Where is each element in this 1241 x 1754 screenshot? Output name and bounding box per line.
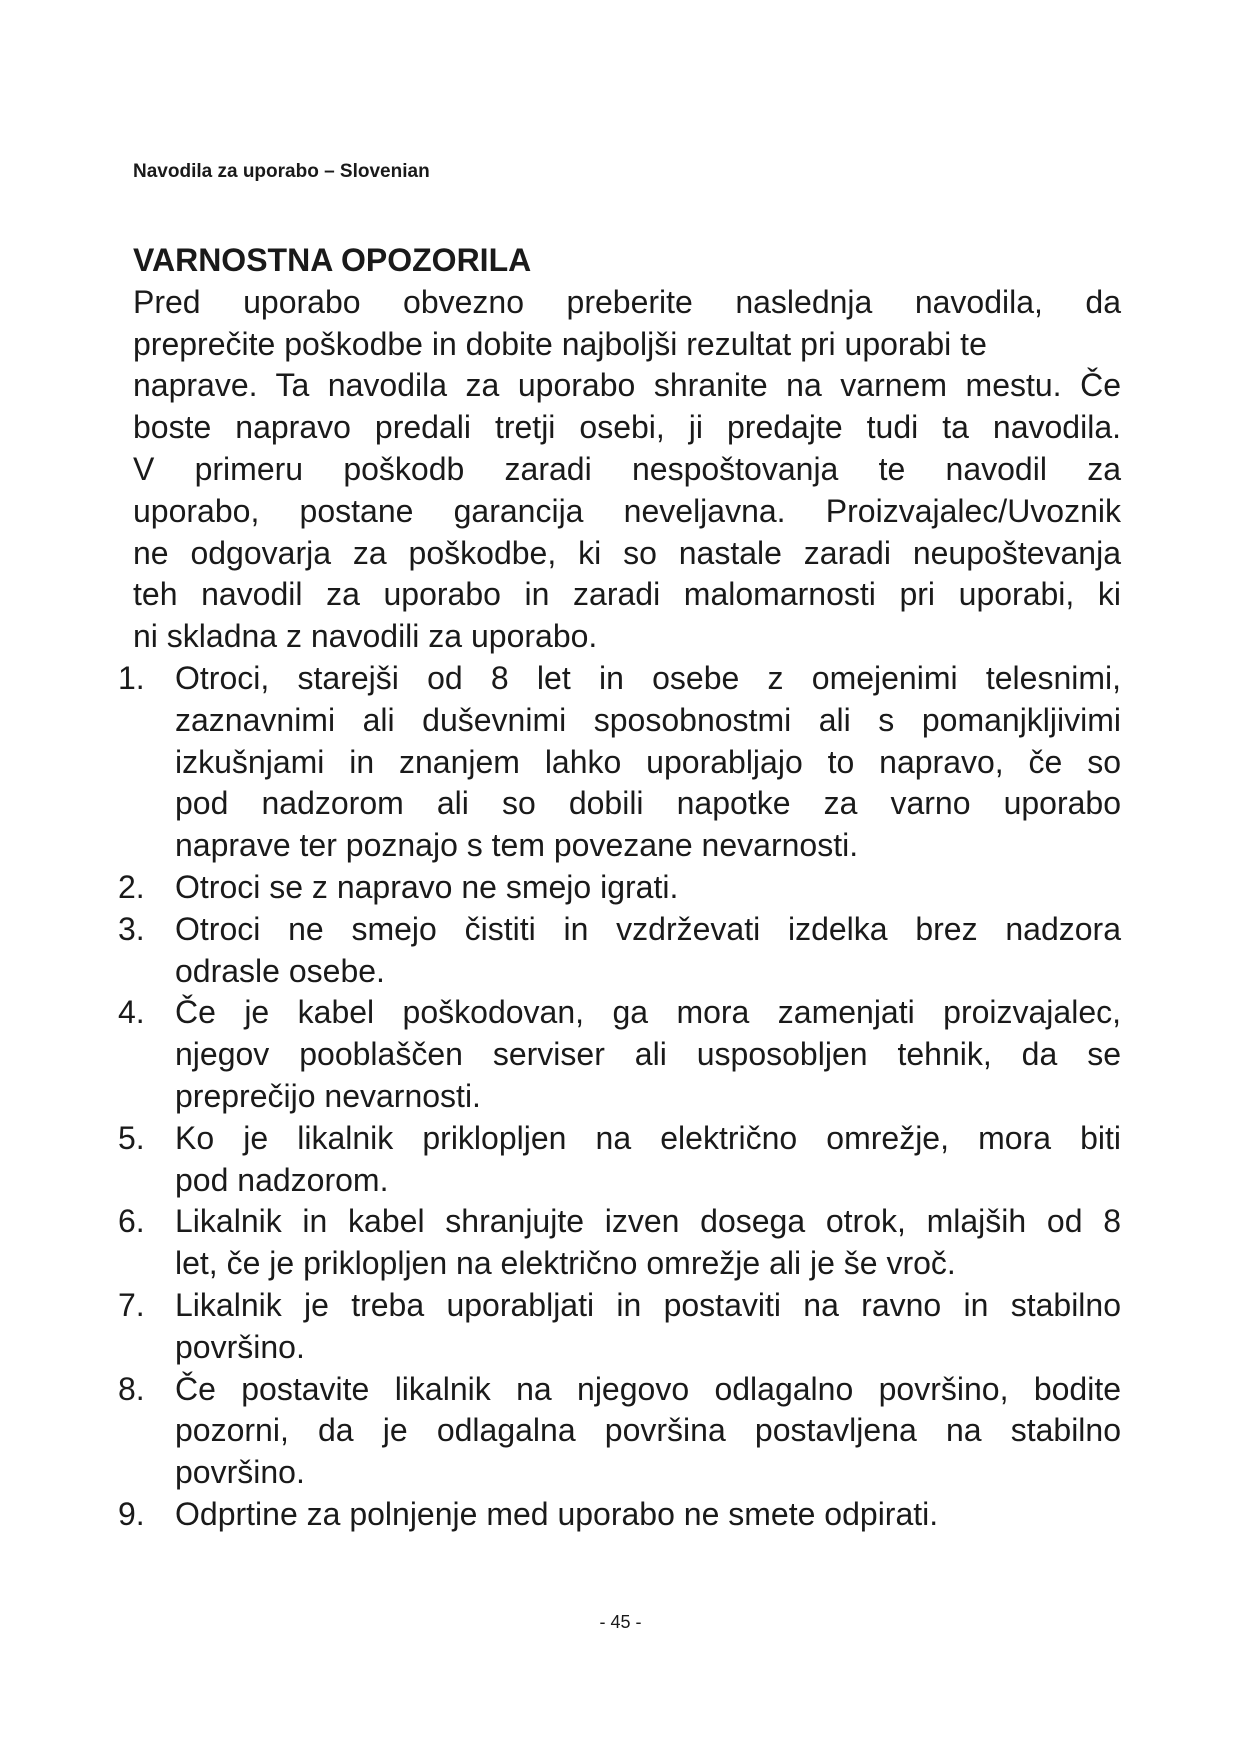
safety-list: [118, 658, 1121, 1536]
list-number: 8.: [118, 1370, 145, 1407]
document-body: [118, 240, 1121, 1536]
list-number: 9.: [118, 1495, 145, 1532]
list-item-line: Otroci, starejši od 8 let in osebe z omejenimi telesnimi,: [175, 659, 1121, 696]
intro-paragraph: [133, 282, 1121, 658]
intro-line: Pred uporabo obvezno preberite naslednja navodila, da: [133, 283, 1121, 320]
intro-line: naprave. Ta navodila za uporabo shranite na varnem mestu. Če: [133, 367, 1121, 404]
list-item-line: površino.: [175, 1454, 305, 1491]
list-item-line: pozorni, da je odlagalna površina postavljena na stabilno: [175, 1412, 1121, 1449]
list-item-line: njegov pooblaščen serviser ali usposobljen tehnik, da se: [175, 1036, 1121, 1073]
list-item-line: pod nadzorom.: [175, 1161, 389, 1198]
intro-line: boste napravo predali tretji osebi, ji predajte tudi ta navodila.: [133, 409, 1121, 446]
list-item-line: Otroci ne smejo čistiti in vzdrževati izdelka brez nadzora: [175, 910, 1121, 947]
list-item-line: izkušnjami in znanjem lahko uporabljajo to napravo, če so: [175, 743, 1121, 780]
list-item-line: Če je kabel poškodovan, ga mora zamenjati proizvajalec,: [175, 994, 1121, 1031]
list-item: [118, 1369, 1121, 1494]
list-item: [118, 992, 1121, 1117]
list-item-line: pod nadzorom ali so dobili napotke za varno uporabo: [175, 785, 1121, 822]
intro-line: ne odgovarja za poškodbe, ki so nastale zaradi neupoštevanja: [133, 534, 1121, 571]
list-number: 4.: [118, 994, 145, 1031]
section-title: VARNOSTNA OPOZORILA: [133, 242, 532, 278]
list-item-line: Otroci se z napravo ne smejo igrati.: [175, 868, 679, 905]
list-number: 6.: [118, 1203, 145, 1240]
list-number: 3.: [118, 910, 145, 947]
intro-line: teh navodil za uporabo in zaradi malomarnosti pri uporabi, ki: [133, 576, 1121, 613]
list-item: [118, 658, 1121, 867]
intro-line: preprečite poškodbe in dobite najboljši rezultat pri uporabi te: [133, 325, 987, 362]
list-item-line: Če postavite likalnik na njegovo odlagalno površino, bodite: [175, 1370, 1121, 1407]
intro-line: uporabo, postane garancija neveljavna. Proizvajalec/Uvoznik: [133, 492, 1121, 529]
list-item-line: odrasle osebe.: [175, 952, 385, 989]
list-item: [118, 1285, 1121, 1369]
list-item: [118, 909, 1121, 993]
list-item-line: let, če je priklopljen na električno omrežje ali je še vroč.: [175, 1245, 956, 1282]
list-item-line: površino.: [175, 1328, 305, 1365]
list-number: 7.: [118, 1286, 145, 1323]
page-number: - 45 -: [599, 1612, 642, 1632]
list-item-line: Likalnik je treba uporabljati in postaviti na ravno in stabilno: [175, 1286, 1121, 1323]
list-item: [118, 867, 1121, 909]
intro-line: V primeru poškodb zaradi nespoštovanja te navodil za: [133, 450, 1121, 487]
list-item-line: Odprtine za polnjenje med uporabo ne smete odpirati.: [175, 1495, 939, 1532]
list-number: 1.: [118, 659, 145, 696]
list-number: 2.: [118, 868, 145, 905]
list-item-line: Ko je likalnik priklopljen na električno omrežje, mora biti: [175, 1119, 1121, 1156]
list-item: [118, 1118, 1121, 1202]
list-item-line: naprave ter poznajo s tem povezane nevarnosti.: [175, 827, 859, 864]
list-item-line: zaznavnimi ali duševnimi sposobnostmi ali s pomanjkljivimi: [175, 701, 1121, 738]
list-item-line: preprečijo nevarnosti.: [175, 1077, 481, 1114]
list-number: 5.: [118, 1119, 145, 1156]
list-item: [118, 1494, 1121, 1536]
list-item: [118, 1201, 1121, 1285]
document-header: Navodila za uporabo – Slovenian: [133, 161, 430, 182]
intro-line: ni skladna z navodili za uporabo.: [133, 618, 598, 655]
list-item-line: Likalnik in kabel shranjujte izven dosega otrok, mlajših od 8: [175, 1203, 1121, 1240]
